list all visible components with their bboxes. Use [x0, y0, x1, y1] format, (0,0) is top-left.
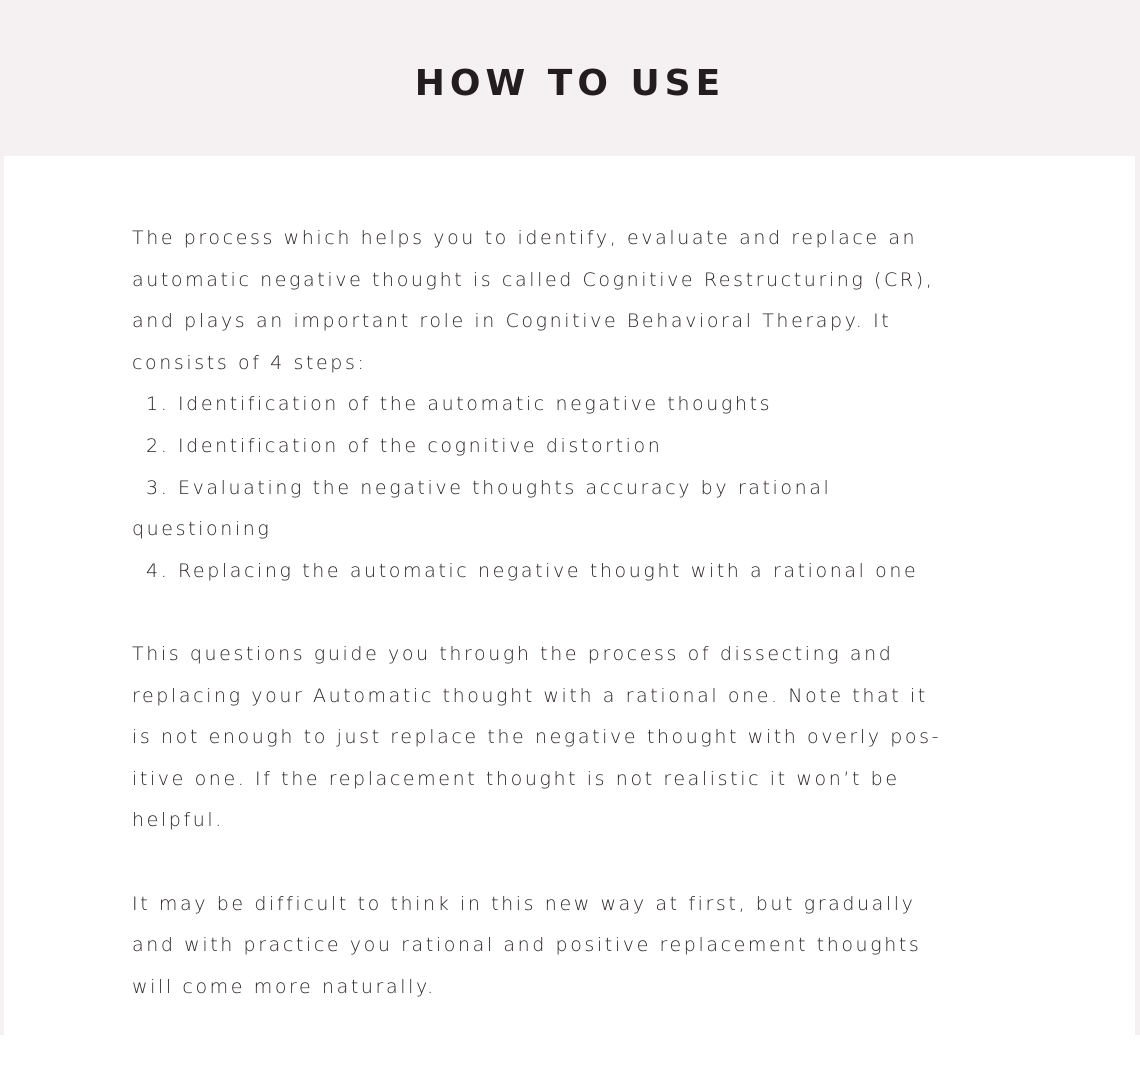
page-title: HOW TO USE — [414, 63, 726, 104]
guide-line: helpful. — [132, 809, 224, 832]
step-text-continuation: questioning — [132, 518, 272, 541]
intro-line: consists of 4 steps: — [132, 351, 367, 374]
step-number: 3. — [146, 476, 170, 499]
intro-line: The process which helps you to identify, evaluate and replace an — [132, 227, 918, 249]
guide-line: This questions guide you through the process of dissecting and — [132, 642, 894, 665]
guide-paragraph — [132, 634, 1032, 842]
step-text: Evaluating the negative thoughts accuracy by rational — [177, 476, 832, 499]
steps-list — [132, 384, 1032, 592]
intro-line: and plays an important role in Cognitive Behavioral Therapy. It — [132, 310, 892, 333]
body-text — [132, 218, 1032, 1008]
guide-line: is not enough to just replace the negative thought with overly pos- — [132, 726, 942, 749]
closing-line: will come more naturally. — [132, 975, 436, 998]
step-number: 4. — [146, 559, 170, 582]
closing-line: It may be difficult to think in this new way at first, but gradually — [132, 892, 916, 915]
step-text: Replacing the automatic negative thought with a rational one — [177, 559, 919, 582]
guide-line: itive one. If the replacement thought is not realistic it won’t be — [132, 767, 900, 790]
intro-line: automatic negative thought is called Cognitive Restructuring (CR), — [132, 268, 935, 291]
step-item — [132, 468, 1032, 551]
paragraph-spacer — [132, 842, 1032, 884]
intro-paragraph — [132, 218, 1032, 384]
step-text: Identification of the automatic negative thoughts — [177, 393, 773, 416]
paragraph-spacer — [132, 592, 1032, 634]
header-band — [0, 0, 1140, 156]
guide-line: replacing your Automatic thought with a rational one. Note that it — [132, 684, 928, 707]
step-number: 1. — [146, 393, 170, 416]
step-text: Identification of the cognitive distortion — [177, 434, 663, 457]
step-number: 2. — [146, 434, 170, 457]
content-panel — [4, 156, 1135, 1035]
step-item — [132, 384, 1032, 426]
step-item — [132, 426, 1032, 468]
step-item — [132, 551, 1032, 593]
closing-line: and with practice you rational and positive replacement thoughts — [132, 934, 922, 957]
closing-paragraph — [132, 884, 1032, 1009]
bottom-margin — [0, 1035, 1140, 1090]
